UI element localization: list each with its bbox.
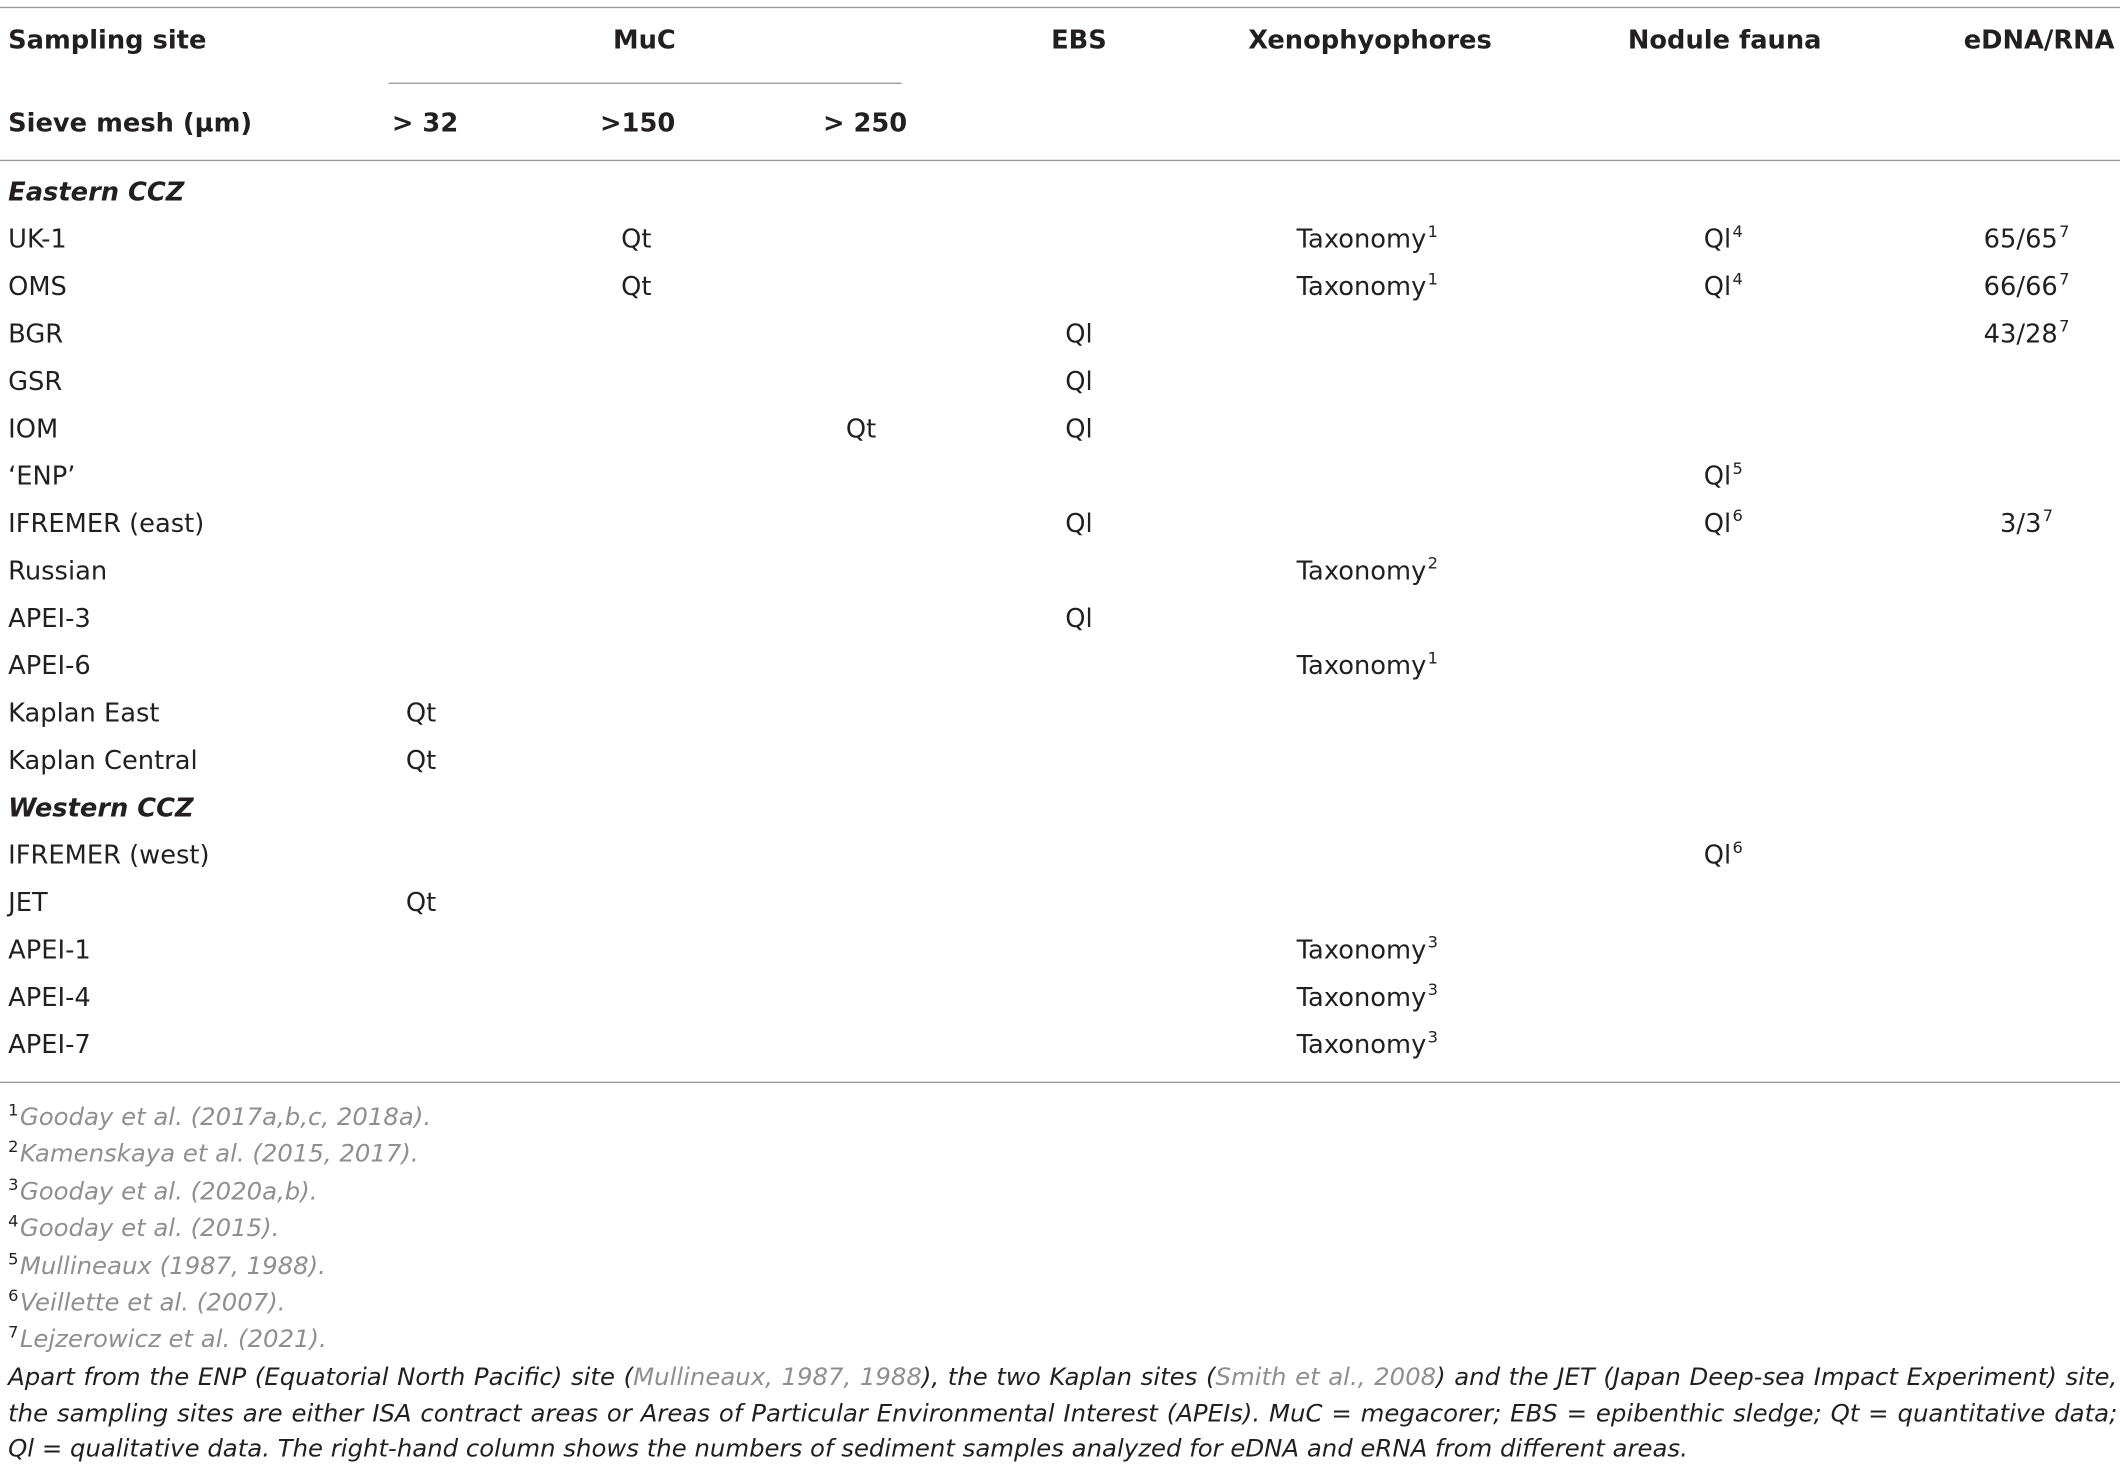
- cell-site: Kaplan East: [8, 698, 160, 729]
- cell-edna: $65/65^7$: [1983, 222, 2070, 255]
- cell-m150: Qt: [621, 224, 652, 255]
- cell-site: BGR: [8, 319, 64, 350]
- footnote-item: $^6$Veillette et al. (2007).: [8, 1286, 286, 1318]
- cell-site: GSR: [8, 366, 63, 397]
- footnote-reference-link[interactable]: Gooday et al. (2017a,b,c, 2018a).: [19, 1103, 432, 1132]
- cell-xeno: Taxonomy$^1$: [1296, 648, 1439, 681]
- footnote-marker: 4: [1732, 269, 1743, 289]
- header-xenophyophores: Xenophyophores: [1248, 25, 1492, 56]
- footnote-item: $^1$Gooday et al. (2017a,b,c, 2018a).: [8, 1100, 432, 1132]
- cell-site: IFREMER (west): [8, 840, 210, 871]
- cell-site: OMS: [8, 272, 67, 302]
- footnote-item: $^5$Mullineaux (1987, 1988).: [8, 1248, 326, 1281]
- table-bottom-rule: [0, 1082, 2120, 1083]
- footnote-marker: 7: [2059, 316, 2070, 336]
- cell-site: APEI-1: [8, 935, 91, 966]
- note-ref-smith[interactable]: Smith et al., 2008: [1215, 1363, 1437, 1392]
- cell-site: JET: [8, 888, 48, 918]
- header-mesh-150: >150: [599, 108, 676, 139]
- footnote-marker: 4: [1732, 222, 1743, 241]
- header-bottom-rule: [0, 160, 2120, 161]
- cell-edna: $3/3^7$: [2000, 506, 2054, 539]
- footnote-marker: 1: [1427, 222, 1439, 241]
- header-edna-rna: eDNA/RNA: [1963, 25, 2115, 56]
- cell-edna: $43/28^7$: [1983, 316, 2070, 350]
- note-ref-mullineaux[interactable]: Mullineaux, 1987, 1988: [633, 1363, 922, 1392]
- section-eastern-ccz: Eastern CCZ: [8, 177, 185, 208]
- footnote-marker: 1: [1427, 269, 1439, 289]
- footnote-marker: 5: [1732, 458, 1743, 478]
- cell-site: APEI-3: [8, 603, 91, 634]
- section-western-ccz: Western CCZ: [8, 793, 194, 824]
- cell-xeno: Taxonomy$^2$: [1296, 553, 1439, 587]
- cell-nod: Ql$^6$: [1703, 506, 1743, 539]
- footnote-reference-link[interactable]: Gooday et al. (2015).: [19, 1214, 280, 1244]
- cell-m250: Qt: [845, 414, 877, 445]
- cell-edna: $66/66^7$: [1983, 269, 2070, 302]
- cell-ebs: Ql: [1065, 366, 1093, 397]
- footnote-marker: 1: [1427, 648, 1439, 668]
- footnote-reference-link[interactable]: Mullineaux (1987, 1988).: [19, 1251, 326, 1281]
- footnote-item: $^2$Kamenskaya et al. (2015, 2017).: [8, 1137, 419, 1169]
- cell-xeno: Taxonomy$^1$: [1296, 269, 1439, 302]
- cell-site: Kaplan Central: [8, 745, 198, 776]
- header-sampling-site: Sampling site: [8, 25, 207, 56]
- footnote-marker: 3: [1427, 980, 1439, 1000]
- cell-m150: Qt: [621, 272, 652, 302]
- footnote-reference-link[interactable]: Lejzerowicz et al. (2021).: [19, 1325, 327, 1355]
- muc-span-rule: [389, 83, 902, 84]
- cell-m32: Qt: [405, 698, 437, 729]
- cell-ebs: Ql: [1065, 414, 1093, 445]
- footnote-marker: 7: [2042, 506, 2054, 526]
- footnote-item: $^4$Gooday et al. (2015).: [8, 1211, 280, 1244]
- cell-m32: Qt: [405, 745, 437, 776]
- cell-nod: Ql$^6$: [1703, 837, 1743, 871]
- cell-xeno: Taxonomy$^3$: [1296, 1027, 1439, 1061]
- cell-m32: Qt: [405, 888, 437, 918]
- footnote-item: $^3$Gooday et al. (2020a,b).: [8, 1174, 318, 1206]
- cell-xeno: Taxonomy$^3$: [1296, 980, 1439, 1013]
- footnote-marker: 3: [1427, 932, 1439, 952]
- cell-nod: Ql$^5$: [1703, 458, 1743, 492]
- cell-site: UK-1: [8, 224, 67, 255]
- cell-site: APEI-6: [8, 651, 91, 681]
- footnote-marker: 7: [2059, 222, 2070, 241]
- cell-ebs: Ql: [1065, 509, 1093, 539]
- cell-ebs: Ql: [1065, 319, 1093, 350]
- header-mesh-32: > 32: [391, 108, 459, 139]
- cell-site: Russian: [8, 556, 108, 587]
- footnote-reference-link[interactable]: Gooday et al. (2020a,b).: [19, 1177, 318, 1206]
- header-sieve-mesh: Sieve mesh (µm): [8, 108, 253, 139]
- top-rule: [0, 7, 2120, 8]
- footnote-reference-link[interactable]: Veillette et al. (2007).: [19, 1288, 286, 1318]
- header-mesh-250: > 250: [822, 108, 908, 139]
- footnote-reference-link[interactable]: Kamenskaya et al. (2015, 2017).: [19, 1140, 419, 1169]
- cell-nod: Ql$^4$: [1703, 269, 1743, 302]
- footnote-marker: 2: [1427, 553, 1439, 573]
- cell-site: IFREMER (east): [8, 509, 205, 539]
- footnote-marker: 3: [1427, 1027, 1439, 1047]
- cell-xeno: Taxonomy$^1$: [1296, 222, 1439, 255]
- cell-site: APEI-7: [8, 1030, 91, 1061]
- header-muc: MuC: [612, 25, 676, 56]
- cell-site: APEI-4: [8, 982, 91, 1013]
- cell-ebs: Ql: [1065, 603, 1093, 634]
- cell-xeno: Taxonomy$^3$: [1296, 932, 1439, 966]
- footnote-marker: 7: [2059, 269, 2070, 289]
- cell-site: IOM: [8, 414, 59, 445]
- header-nodule-fauna: Nodule fauna: [1627, 25, 1822, 56]
- header-ebs: EBS: [1051, 25, 1107, 56]
- footnote-marker: 6: [1732, 837, 1743, 857]
- footnote-marker: 6: [1732, 506, 1743, 526]
- cell-site: ‘ENP’: [8, 461, 76, 492]
- cell-nod: Ql$^4$: [1703, 222, 1743, 255]
- table-note: Apart from the ENP (Equatorial North Pacific) site (Mullineaux, 1987, 1988), the two Kaplan sites (Smith et al., 2008) and the JET (Japan Deep-sea Impact Experiment) site, the sampling sites are either ISA contract areas or Areas of Particular Environmental Interest (APEIs). MuC = megacorer; EBS = epibenthic sledge; Qt = quantitative data; Ql = qualitative data. The right-hand column shows the numbers of sediment samples analyzed for eDNA and eRNA from different areas.: [8, 1363, 2118, 1464]
- footnote-item: $^7$Lejzerowicz et al. (2021).: [8, 1323, 327, 1355]
